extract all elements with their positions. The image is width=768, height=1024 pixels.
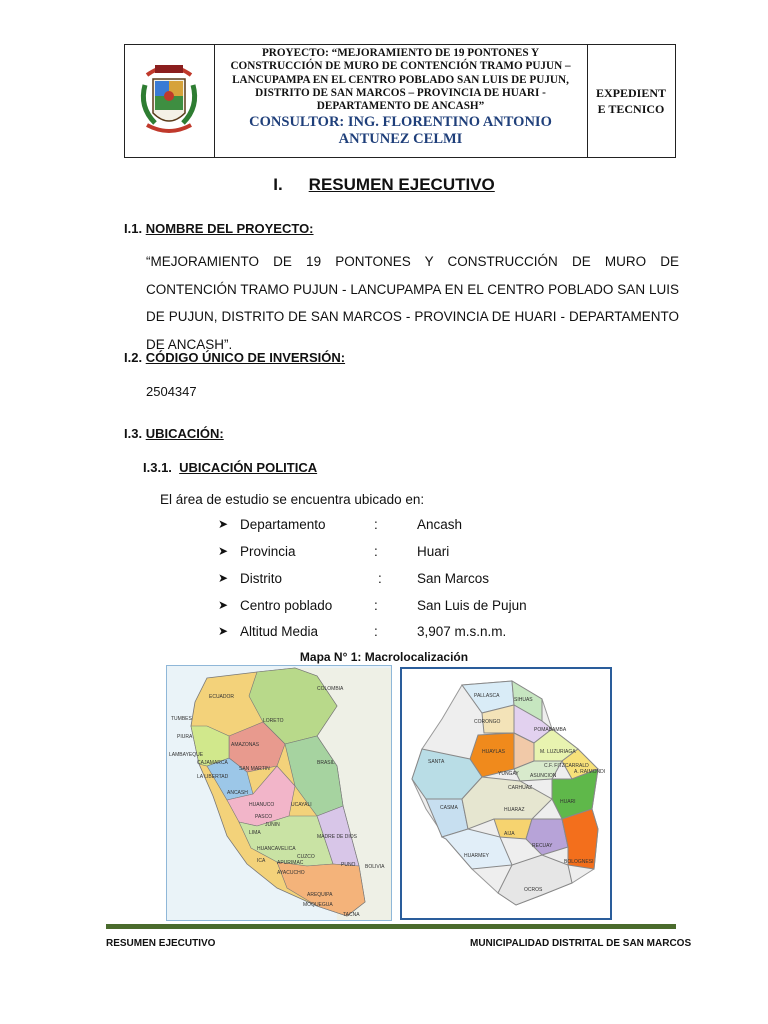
consultant-name: CONSULTOR: ING. FLORENTINO ANTONIO ANTUNEZ CELMI [249,114,552,148]
map-label: AMAZONAS [231,742,260,748]
map-label: CASMA [440,805,458,811]
arrow-bullet-icon: ➤ [218,517,229,531]
map-label: HUARAZ [504,807,525,813]
location-value: San Marcos [417,571,490,586]
location-value: 3,907 m.s.n.m. [417,624,507,639]
arrow-bullet-icon: ➤ [218,571,229,585]
map-label: SAN MARTIN [239,766,270,772]
map-label: LIMA [249,830,261,836]
map-label: BOLIVIA [365,864,385,870]
doc-type-cell [587,45,675,157]
map-label: C.F. FITZCARRALD [544,763,589,769]
map-label: ICA [257,858,266,864]
colon-separator: : [378,571,382,586]
map-label: MOQUEGUA [303,902,333,908]
map-label: RECUAY [532,843,553,849]
section-number: I.1. [124,221,143,236]
location-value: Ancash [417,517,463,532]
map-label: AYACUCHO [277,870,305,876]
map-label: SANTA [428,759,445,765]
map-label: HUANCAVELICA [257,846,296,852]
map-label: CORONGO [474,719,501,725]
location-value: San Luis de Pujun [417,598,527,613]
location-label: Distrito [240,571,283,586]
arrow-bullet-icon: ➤ [218,624,229,638]
map-label: PALLASCA [474,693,500,699]
page-title-number: I. [273,175,283,194]
page-title [0,175,768,195]
location-label: Altitud Media [240,624,319,639]
map-label: POMABAMBA [534,727,567,733]
project-cell [214,45,588,157]
footer-divider [106,924,676,929]
map-label: ANCASH [227,790,248,796]
map-label: YUNGAY [498,771,519,777]
section-number: I.2. [124,350,143,365]
project-title: PROYECTO: “MEJORAMIENTO DE 19 PONTONES Y CONSTRUCCIÓN DE MURO DE CONTENCIÓN TRAMO PUJUN – LANCUPAMPA EN EL CENTRO POBLADO SAN LUIS DE PUJUN, DISTRITO DE SAN MARCOS – PROVINCIA DE HUARI - DEPARTAMENTO DE ANCASH” [230,47,571,113]
map-label: HUANUCO [249,802,275,808]
project-name-paragraph: “MEJORAMIENTO DE 19 PONTONES Y CONSTRUCCIÓN DE MURO DE CONTENCIÓN TRAMO PUJUN - LANCUPAMPA EN EL CENTRO POBLADO SAN LUIS DE PUJUN, DISTRITO DE SAN MARCOS - PROVINCIA DE HUARI - DEPARTAMENTO DE ANCASH”. [146,254,679,352]
section-number: I.3. [124,426,143,441]
map-label: HUAYLAS [482,749,505,755]
municipal-crest-icon [125,45,214,157]
investment-code: 2504347 [146,384,197,399]
map-label: APURIMAC [277,860,304,866]
map-label: HUARI [560,799,576,805]
map-label: AIJA [504,831,515,837]
subsection-number: I.3.1. [143,460,172,475]
map-label: PIURA [177,734,193,740]
map-label: SIHUAS [514,697,533,703]
location-intro: El área de estudio se encuentra ubicado en: [160,492,425,507]
location-value: Huari [417,544,450,559]
map-label: HUARMEY [464,853,490,859]
map-label: LAMBAYEQUE [169,752,204,758]
map-label: CAJAMARCA [197,760,228,766]
map-label: MADRE DE DIOS [317,834,358,840]
map-label: LA LIBERTAD [197,774,229,780]
doc-type-label: EXPEDIENT E TECNICO [595,86,666,116]
location-label: Departamento [240,517,326,532]
map-label: OCROS [524,887,543,893]
location-label: Provincia [240,544,296,559]
map-label: TACNA [343,912,360,918]
map-label: PASCO [255,814,273,820]
map-label: JUNIN [265,822,280,828]
map-label: ASUNCION [530,773,557,779]
section-heading-project-name [124,221,314,236]
municipal-crest-cell [125,45,215,157]
colon-separator: : [374,598,378,613]
section-heading-investment-code [124,350,345,365]
colon-separator: : [374,517,378,532]
map-label: BRASIL [317,760,335,766]
map-label: ECUADOR [209,694,235,700]
map-label: PUNO [341,862,356,868]
map-label: BOLOGNESI [564,859,594,865]
ancash-map [400,667,612,920]
map-label: A. RAIMONDI [574,769,606,775]
arrow-bullet-icon: ➤ [218,598,229,612]
map-label: TUMBES [171,716,192,722]
arrow-bullet-icon: ➤ [218,544,229,558]
map-label: COLOMBIA [317,686,344,692]
subsection-heading-political-location [143,460,317,475]
section-title: CÓDIGO ÚNICO DE INVERSIÓN: [145,350,346,365]
footer-right-text: MUNICIPALIDAD DISTRITAL DE SAN MARCOS [470,938,692,949]
colon-separator: : [374,544,378,559]
section-heading-location [124,426,224,441]
section-title: NOMBRE DEL PROYECTO: [145,221,314,236]
peru-map [166,665,392,921]
map-label: LORETO [263,718,284,724]
map-label: M. LUZURIAGA [540,749,576,755]
location-label: Centro poblado [240,598,333,613]
footer-left-text: RESUMEN EJECUTIVO [106,938,216,949]
page-title-text: RESUMEN EJECUTIVO [308,175,495,194]
section-title: UBICACIÓN: [145,426,224,441]
subsection-title: UBICACIÓN POLITICA [179,460,318,475]
map-label: AREQUIPA [307,892,333,898]
map-label: CUZCO [297,854,315,860]
map-label: CARHUAZ [508,785,533,791]
colon-separator: : [374,624,378,639]
map-caption: Mapa N° 1: Macrolocalización [299,650,469,664]
map-label: UCAYALI [291,802,312,808]
header-table [124,44,676,158]
